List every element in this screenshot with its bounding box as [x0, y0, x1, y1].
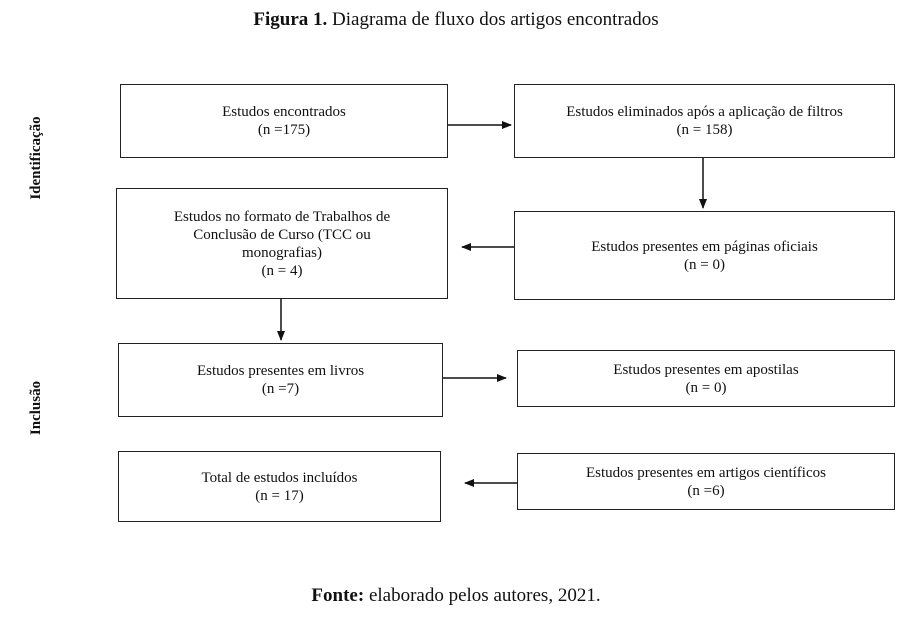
box-studies-books-count: (n =7)	[261, 381, 300, 397]
box-studies-books	[118, 343, 443, 417]
box-studies-official-pages-text: Estudos presentes em páginas oficiais	[591, 238, 818, 255]
box-studies-official-pages	[514, 211, 895, 300]
source-text: elaborado pelos autores, 2021.	[368, 585, 601, 606]
box-total-included-count: (n = 17)	[255, 487, 304, 504]
phase-identification-label: Identificação	[28, 116, 44, 200]
box-studies-articles-count: (n =6)	[687, 482, 725, 499]
figure-title	[0, 8, 912, 32]
box-studies-tcc-line2: Conclusão de Curso (TCC ou	[193, 226, 371, 243]
box-studies-handouts-count: (n = 0)	[685, 379, 727, 396]
box-studies-tcc	[116, 188, 448, 299]
box-studies-articles-text: Estudos presentes em artigos científicos	[586, 464, 826, 481]
box-total-included-text: Total de estudos incluídos	[201, 469, 358, 486]
box-studies-eliminated-text: Estudos eliminados após a aplicação de filtros	[566, 104, 843, 120]
box-studies-tcc-line1: Estudos no formato de Trabalhos de	[173, 208, 391, 225]
phase-inclusion-label: Inclusão	[28, 380, 44, 436]
box-studies-books-text: Estudos presentes em livros	[196, 363, 365, 379]
box-studies-eliminated	[514, 84, 895, 158]
box-total-included	[118, 451, 441, 522]
box-studies-eliminated-count: (n = 158)	[676, 122, 733, 138]
figure-label: Figura 1.	[253, 9, 328, 30]
box-studies-handouts	[517, 350, 895, 407]
box-studies-articles	[517, 453, 895, 510]
box-studies-found-text: Estudos encontrados	[222, 104, 346, 120]
source-label: Fonte:	[311, 585, 365, 606]
box-studies-tcc-count: (n = 4)	[261, 262, 303, 279]
box-studies-official-pages-count: (n = 0)	[684, 256, 725, 273]
box-studies-handouts-text: Estudos presentes em apostilas	[613, 361, 799, 378]
figure-source	[0, 584, 912, 608]
box-studies-found	[120, 84, 448, 158]
box-studies-tcc-line3: monografias)	[242, 244, 322, 261]
figure-title-text: Diagrama de fluxo dos artigos encontrados	[332, 9, 659, 30]
box-studies-found-count: (n =175)	[257, 122, 311, 138]
